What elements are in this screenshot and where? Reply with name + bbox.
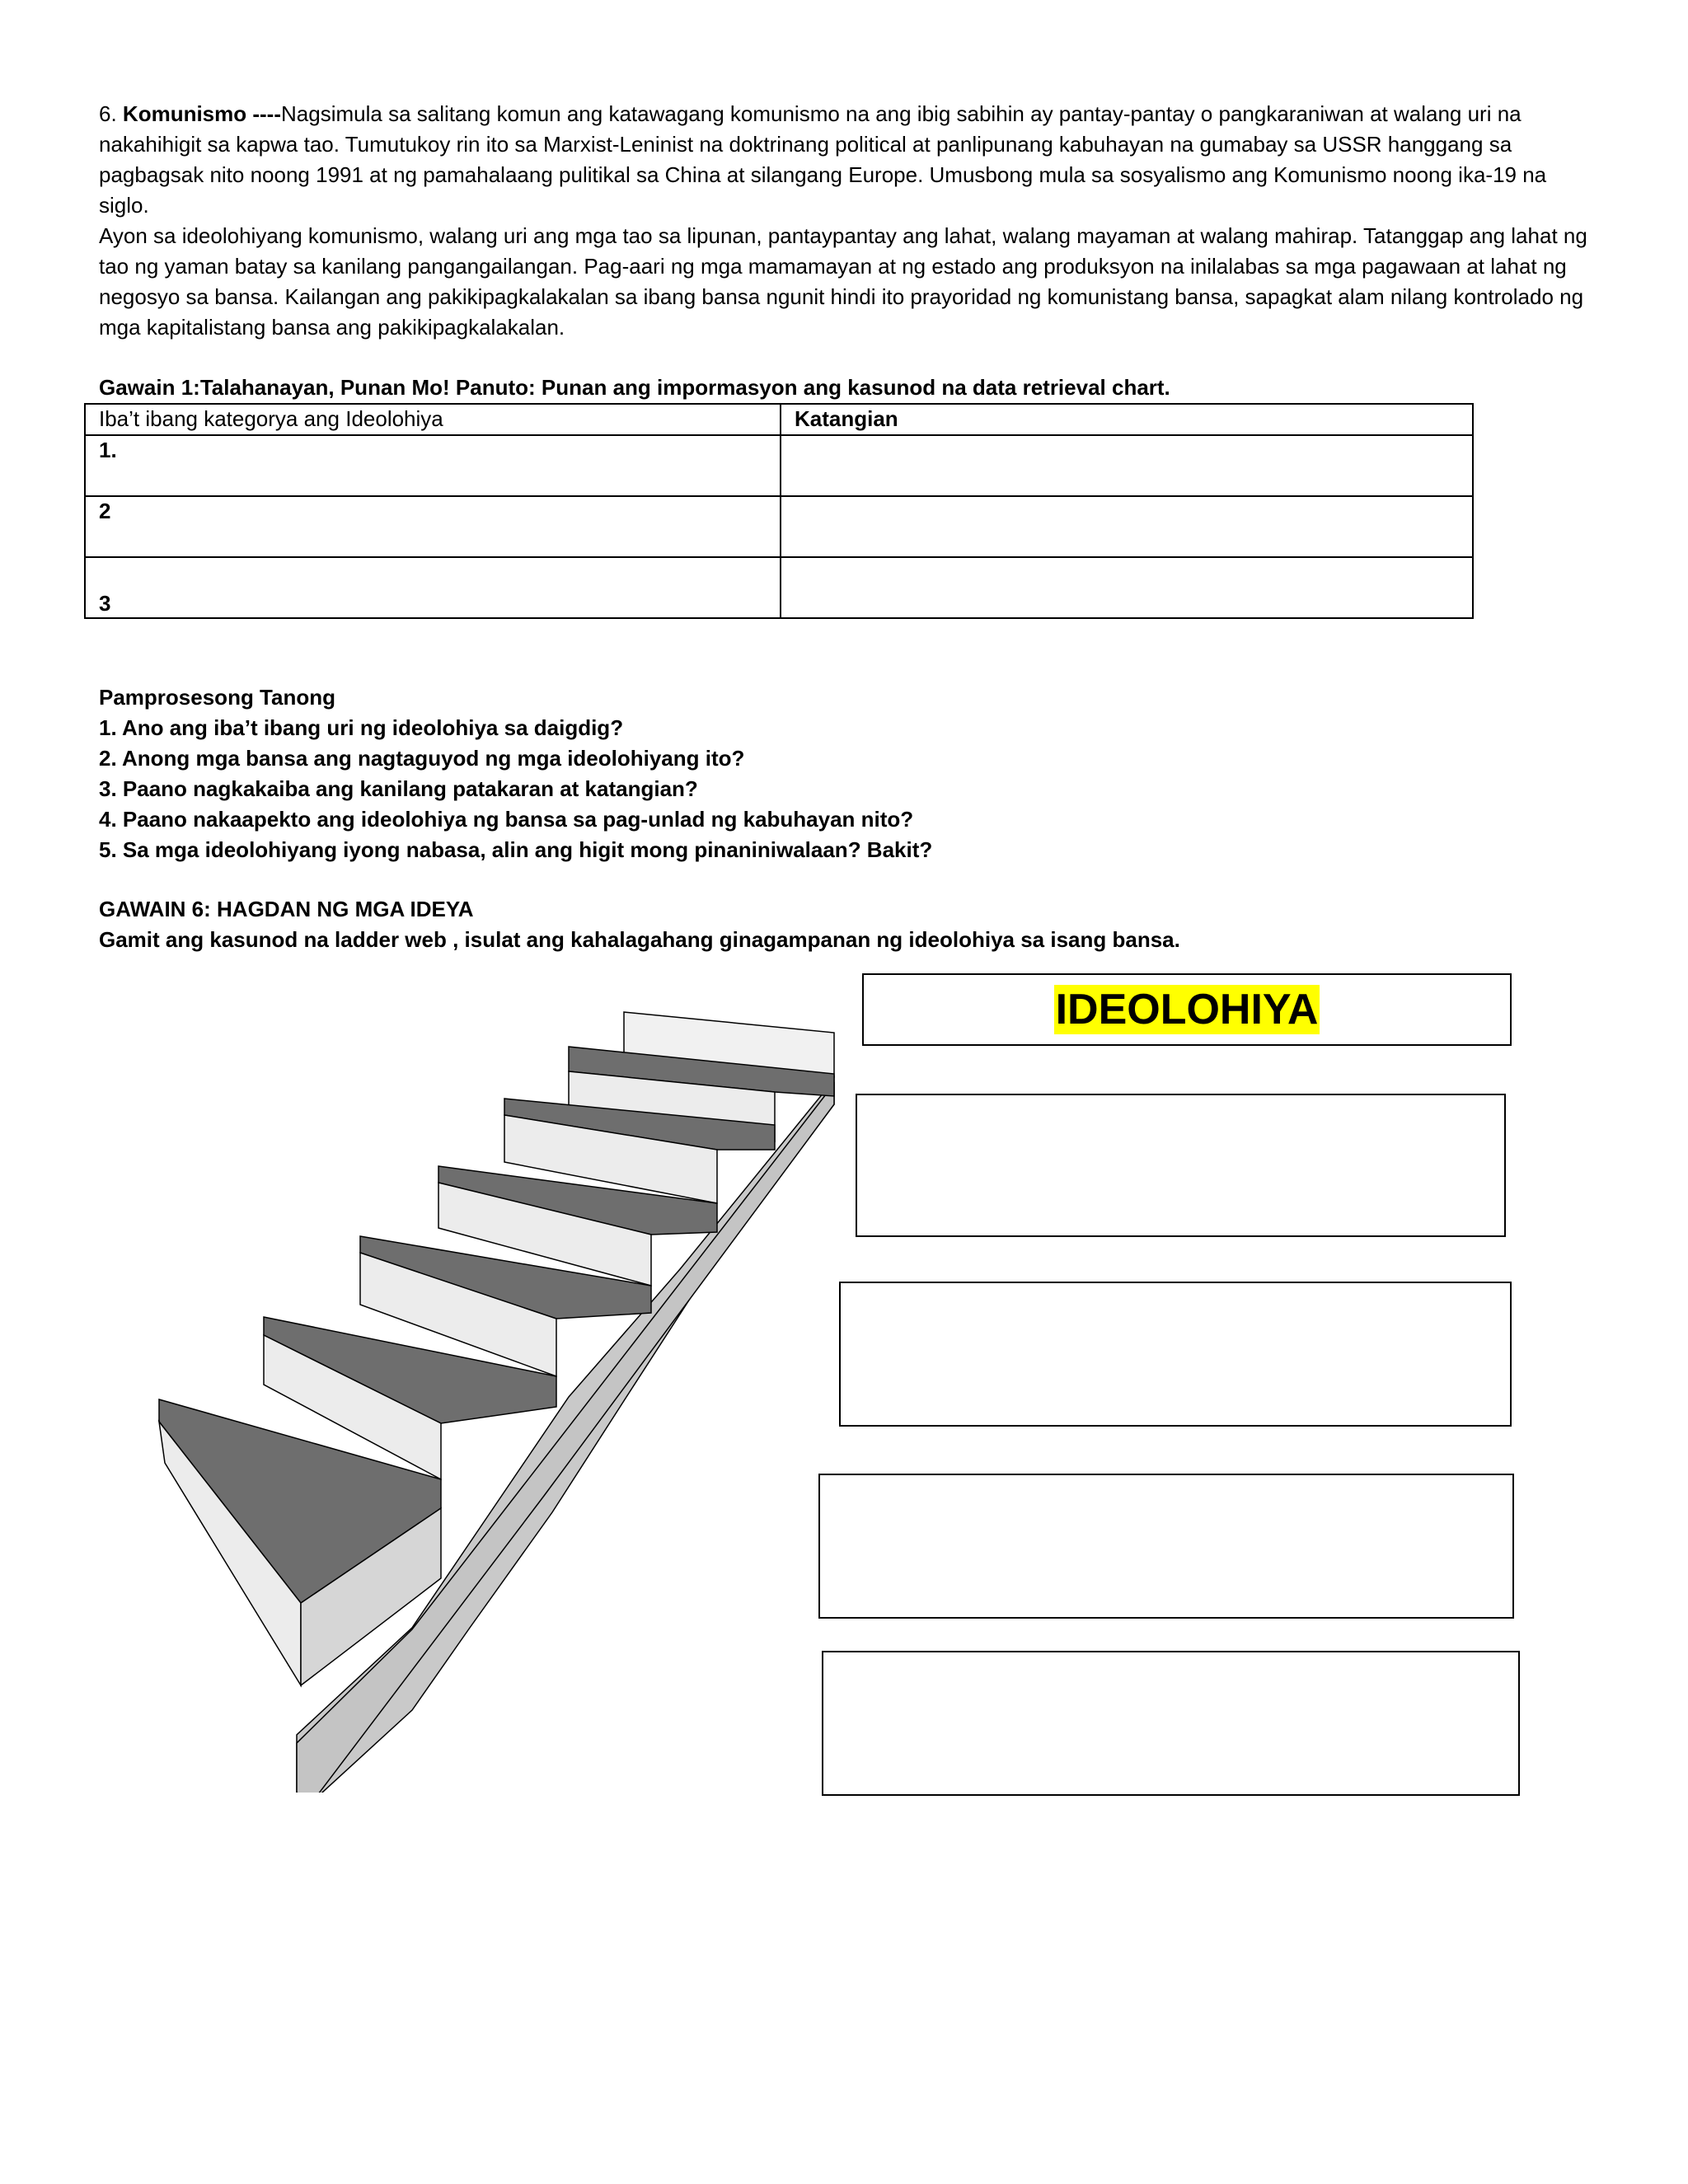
question-item-1: 1. Ano ang iba’t ibang uri ng ideolohiya sa daigdig? <box>99 715 624 740</box>
table-row <box>85 496 1473 557</box>
table-row <box>85 435 1473 496</box>
katangian-cell-3[interactable] <box>781 557 1473 618</box>
katangian-cell-1[interactable] <box>781 435 1473 496</box>
row-number-2: 2 <box>85 496 781 557</box>
column-header-kategorya: Iba’t ibang kategorya ang Ideolohiya <box>85 404 781 435</box>
data-retrieval-chart <box>84 403 1474 619</box>
ideolohiya-label: IDEOLOHIYA <box>1055 986 1319 1033</box>
gawain1-title: Gawain 1:Talahanayan, Punan Mo! Panuto: Punan ang impormasyon ang kasunod na data retrieval chart. <box>99 375 1170 400</box>
questions-heading: Pamprosesong Tanong <box>99 685 335 710</box>
komunismo-term: Komunismo ---- <box>122 101 282 126</box>
komunismo-paragraph-2: Ayon sa ideolohiyang komunismo, walang uri ang mga tao sa lipunan, pantaypantay ang lahat, walang mayaman at walang mahirap. Tatanggap ang lahat ng tao ng yaman batay sa kanilang pangangailangan. Pag-aari ng mga mamamayan at ng estado ang produksyon na inilalabas sa mga pagawaan at lahat ng negosyo sa bansa. Kailangan ang pakikipagkalakalan sa ibang bansa ngunit hindi ito prayoridad ng komunistang bansa, sapagkat alam nilang kontrolado ng mga kapitalistang bansa ang pakikipagkalakalan. <box>99 223 1587 340</box>
item-number: 6. <box>99 101 123 126</box>
komunismo-definition: Nagsimula sa salitang komun ang katawagang komunismo na ang ibig sabihin ay pantay-pantay o pangkaraniwan at walang uri na nakahihigit sa kapwa tao. Tumutukoy rin ito sa Marxist-Leninist na doktrinang political at panlipunang kabuhayan na gumabay sa USSR hanggang sa pagbagsak nito noong 1991 at ng pamahalaang pulitikal sa China at silangang Europe. Umusbong mula sa sosyalismo ang Komunismo noong ika-19 na siglo. <box>99 101 1547 218</box>
katangian-cell-2[interactable] <box>781 496 1473 557</box>
question-item-3: 3. Paano nagkakaiba ang kanilang patakaran at katangian? <box>99 776 698 801</box>
column-header-katangian: Katangian <box>781 404 1473 435</box>
ladder-answer-box-4[interactable] <box>822 1651 1520 1796</box>
table-row <box>85 557 1473 618</box>
ideolohiya-box <box>862 973 1512 1046</box>
staircase-illustration <box>148 1001 849 1793</box>
question-item-4: 4. Paano nakaapekto ang ideolohiya ng bansa sa pag-unlad ng kabuhayan nito? <box>99 807 914 832</box>
question-item-2: 2. Anong mga bansa ang nagtaguyod ng mga ideolohiyang ito? <box>99 746 745 771</box>
gawain6-instruction: Gamit ang kasunod na ladder web , isulat ang kahalagahang ginagampanan ng ideolohiya sa isang bansa. <box>99 927 1180 952</box>
gawain6-section <box>99 894 1180 955</box>
row-number-1: 1. <box>85 435 781 496</box>
gawain6-title: GAWAIN 6: HAGDAN NG MGA IDEYA <box>99 897 474 921</box>
ladder-answer-box-1[interactable] <box>856 1094 1506 1237</box>
komunismo-paragraph-1 <box>99 99 1599 221</box>
row-number-3: 3 <box>85 557 781 618</box>
ladder-answer-box-2[interactable] <box>839 1282 1512 1427</box>
table-header-row <box>85 404 1473 435</box>
pamprosesong-tanong-list <box>99 682 932 865</box>
question-item-5: 5. Sa mga ideolohiyang iyong nabasa, alin ang higit mong pinaniniwalaan? Bakit? <box>99 837 933 862</box>
ladder-answer-box-3[interactable] <box>818 1474 1514 1619</box>
